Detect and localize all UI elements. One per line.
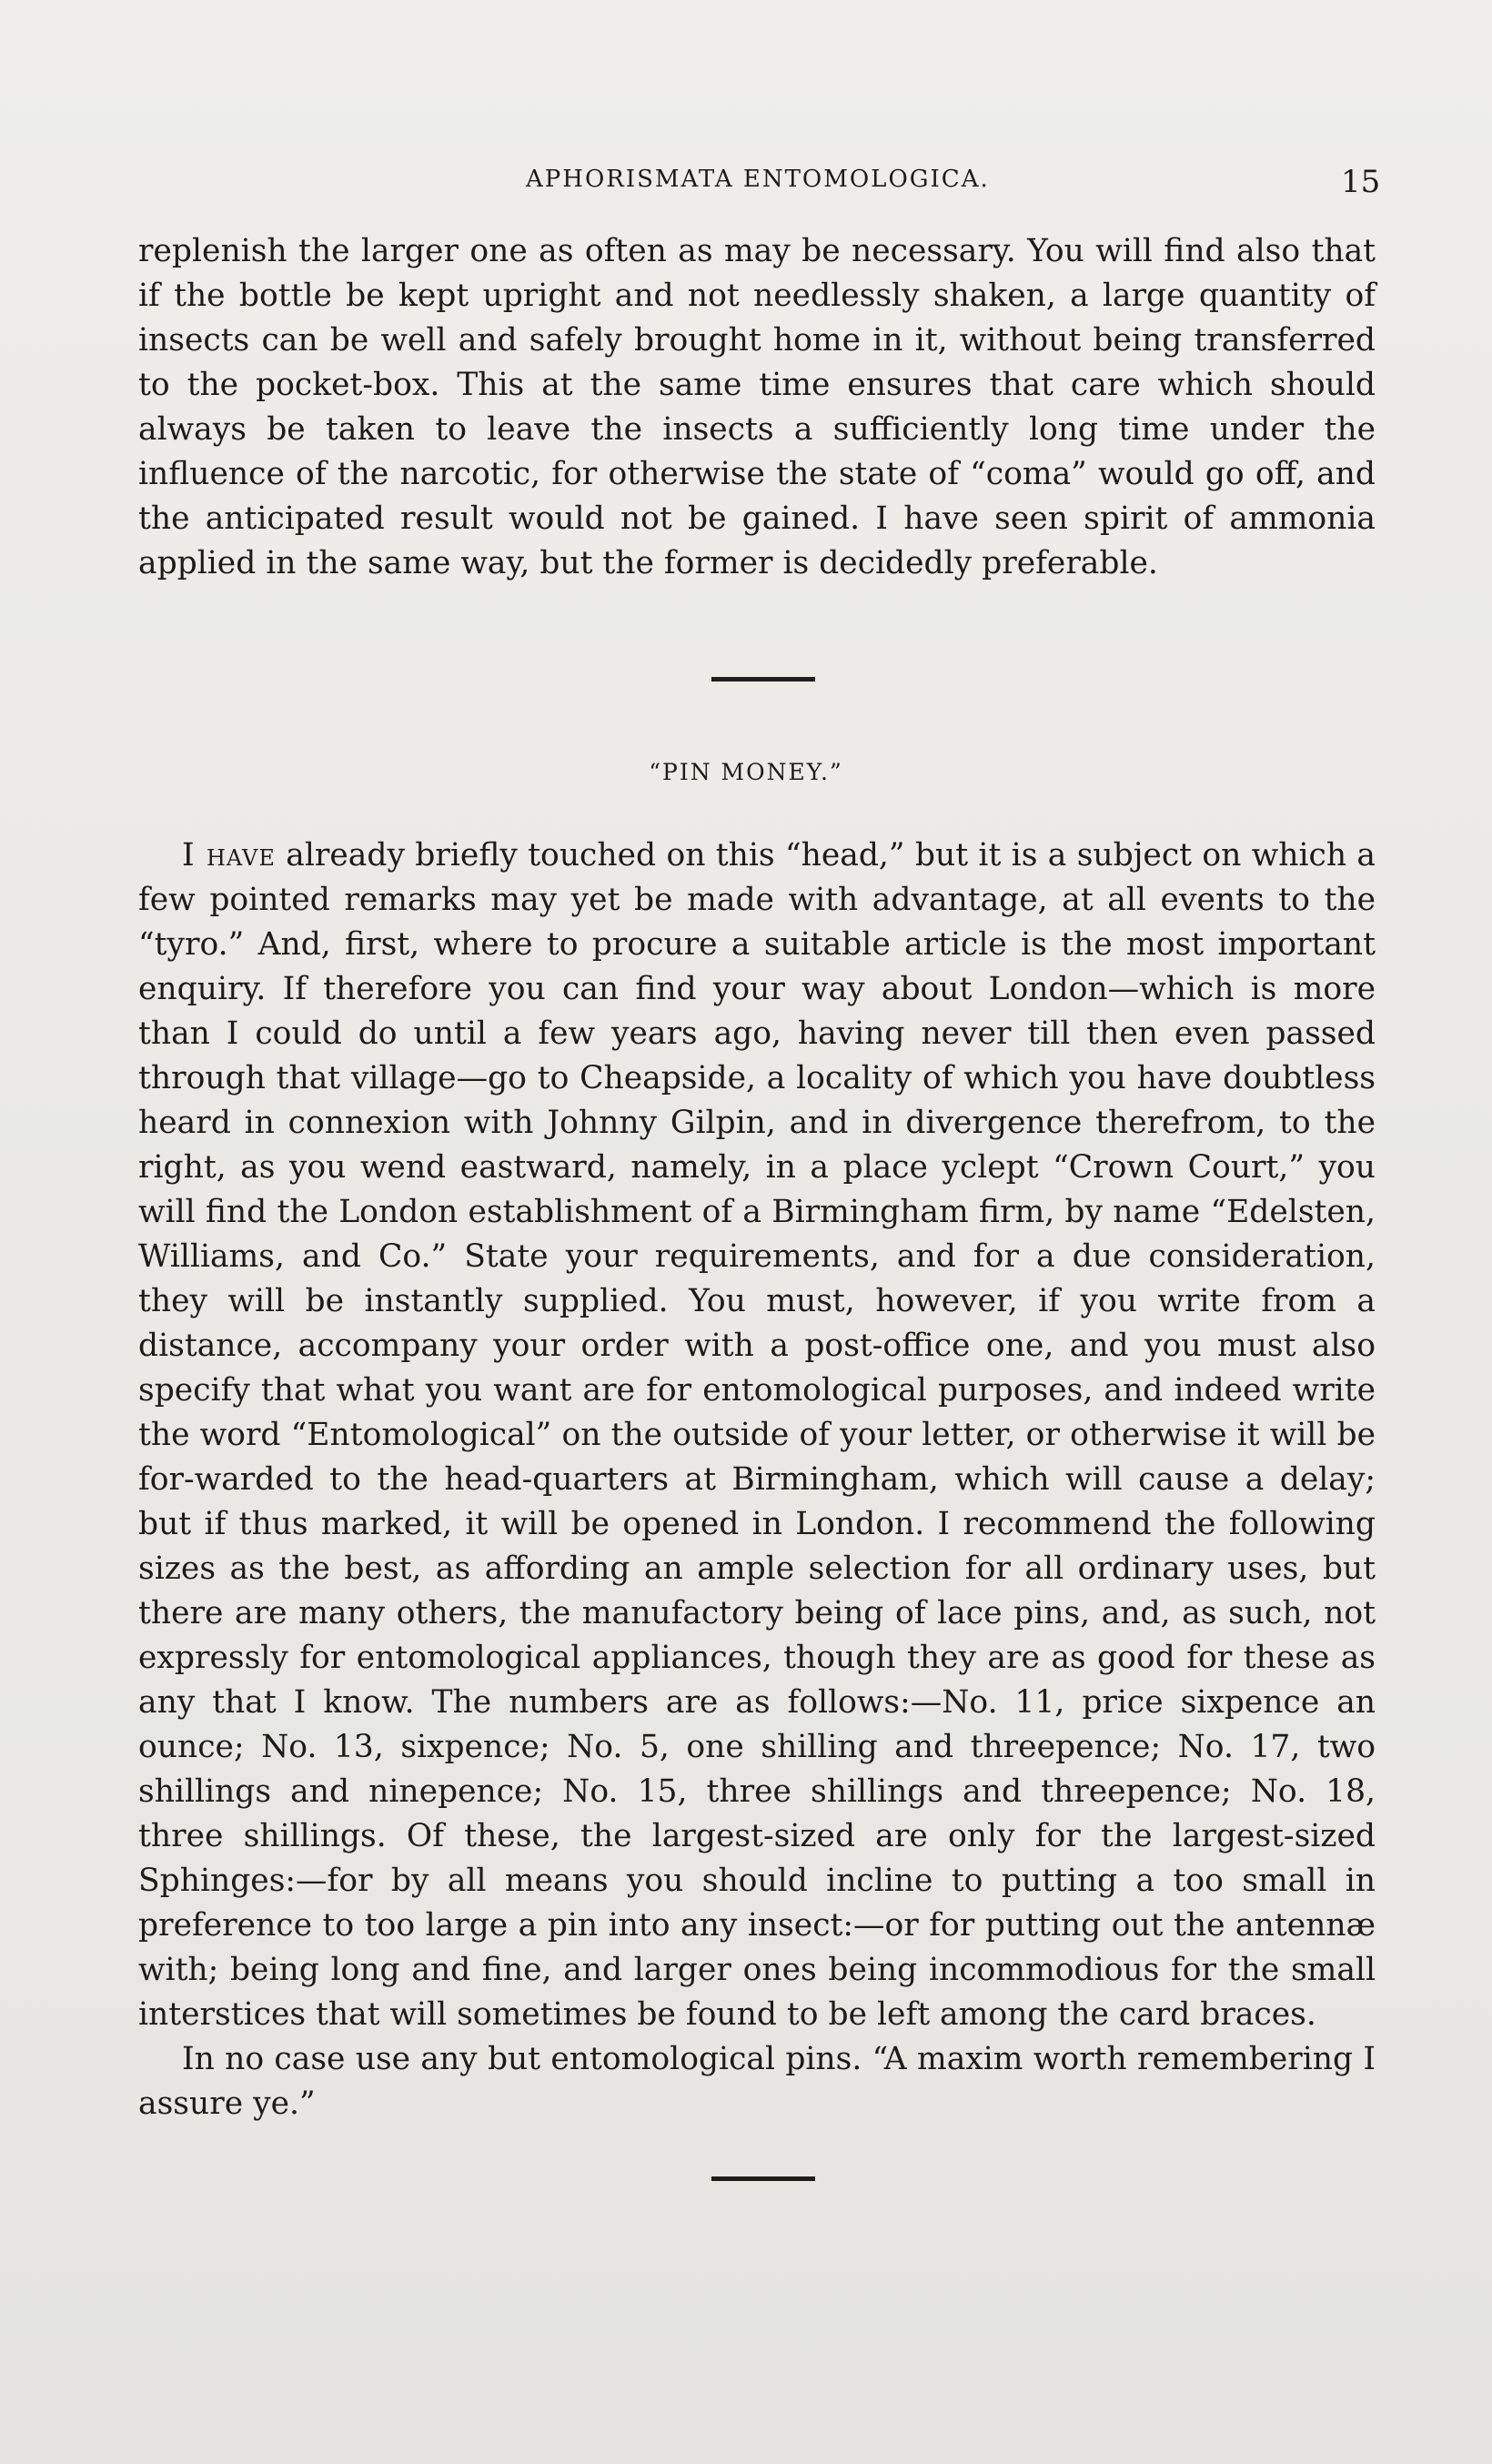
- paragraph-lead-words: I have: [182, 837, 276, 874]
- continuation-paragraph: replenish the larger one as often as may be necessary. You will find also that if the bottle be kept upright and not needlessly shaken, a large quantity of insects can be well and safely brought home in it, without being transferred to the pocket-box. This at the same time ensures that care which should always be taken to leave the insects a sufficiently long time under the influence of the narcotic, for otherwise the state of “coma” would go off, and the anticipated result would not be gained. I have seen spirit of ammonia applied in the same way, but the former is decidedly preferable.: [138, 233, 1376, 581]
- running-title: APHORISMATA ENTOMOLOGICA.: [526, 166, 990, 193]
- continuation-block: [138, 229, 1376, 586]
- page-number: 15: [1341, 164, 1381, 200]
- end-divider-rule: [711, 2176, 815, 2181]
- section-paragraph-1: [138, 833, 1376, 2037]
- section-heading: “PIN MONEY.”: [649, 759, 843, 785]
- section-divider-rule: [711, 677, 815, 682]
- paragraph-1-text: already briefly touched on this “head,” but it is a subject on which a few pointed remarks may yet be made with advantage, at all events to the “tyro.” And, first, where to procure a suitable article is the most important enquiry. If therefore you can find your way about London—which is more than I could do until a few years ago, having never till then even passed through that village—go to Cheapside, a locality of which you have doubtless heard in connexion with Johnny Gilpin, and in divergence therefrom, to the right, as you wend eastward, namely, in a place yclept “Crown Court,” you will find the London establishment of a Birmingham firm, by name “Edelsten, Williams, and Co.” State your requirements, and for a due consideration, they will be instantly supplied. You must, however, if you write from a distance, accompany your order with a post-office one, and you must also specify that what you want are for entomological purposes, and indeed write the word “Entomological” on the outside of your letter, or otherwise it will be for-warded to the head-quarters at Birmingham, which will cause a delay; but if thus marked, it will be opened in London. I recommend the following sizes as the best, as affording an ample selection for all ordinary uses, but there are many others, the manufactory being of lace pins, and, as such, not expressly for entomological appliances, though they are as good for these as any that I know. The numbers are as follows:—No. 11, price sixpence an ounce; No. 13, sixpence; No. 5, one shilling and threepence; No. 17, two shillings and ninepence; No. 15, three shillings and threepence; No. 18, three shillings. Of these, the largest-sized are only for the largest-sized Sphinges:—for by all means you should incline to putting a too small in preference to too large a pin into any insect:—or for putting out the antennæ with; being long and fine, and larger ones being incommodious for the small interstices that will sometimes be found to be left among the card braces.: [138, 837, 1376, 2033]
- section-body: [138, 833, 1376, 2126]
- section-paragraph-2: In no case use any but entomological pins. “A maxim worth remembering I assure ye.”: [138, 2041, 1376, 2122]
